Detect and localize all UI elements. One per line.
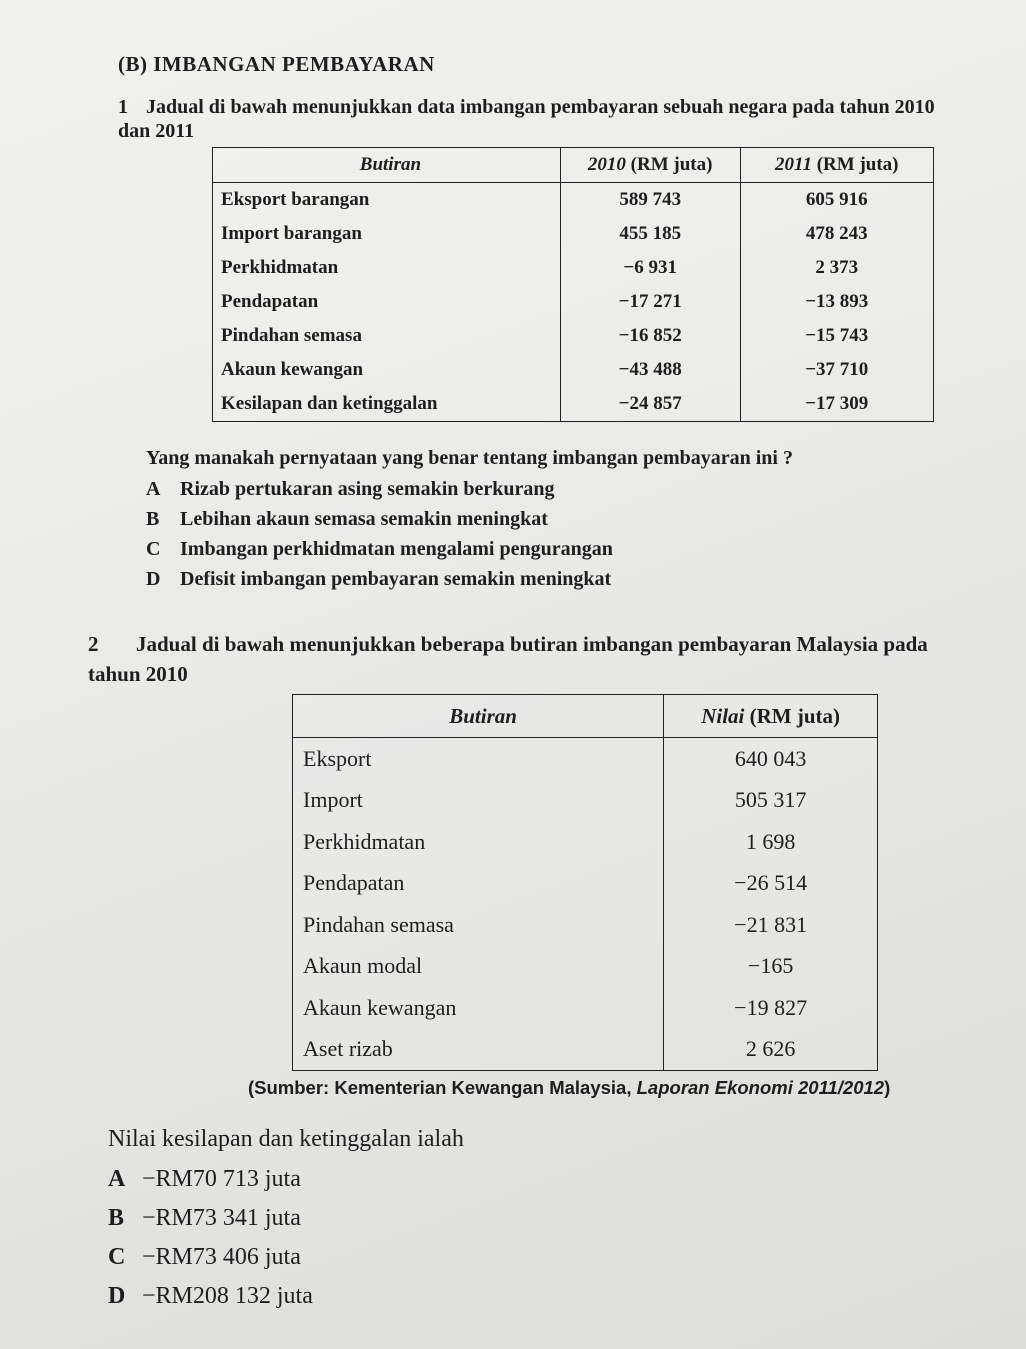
- q1-table: [212, 147, 934, 422]
- q2-table-header: [293, 695, 878, 738]
- table-row: Pindahan semasa −16 852 −15 743: [213, 319, 934, 353]
- table-row: Eksport barangan 589 743 605 916: [213, 183, 934, 218]
- q2-source: (Sumber: Kementerian Kewangan Malaysia, Laporan Ekonomi 2011/2012): [248, 1077, 891, 1098]
- table-row: Kesilapan dan ketinggalan −24 857 −17 309: [213, 387, 934, 422]
- table-row: Eksport 640 043: [293, 738, 878, 780]
- table-row: Import 505 317: [293, 780, 878, 822]
- q1-header-2011: 2011 (RM juta): [740, 148, 933, 183]
- table-row: Akaun modal −165: [293, 946, 878, 988]
- table-row: Import barangan 455 185 478 243: [213, 217, 934, 251]
- q2-header-nilai: Nilai (RM juta): [664, 695, 878, 738]
- table-row: Aset rizab 2 626: [293, 1029, 878, 1071]
- q1-header-2010: 2010 (RM juta): [560, 148, 740, 183]
- q1-option-d[interactable]: D Defisit imbangan pembayaran semakin meningkat: [146, 568, 612, 590]
- q2-stem-line1: [88, 632, 928, 657]
- q1-stem-line1: [118, 96, 935, 119]
- q2-option-c[interactable]: C −RM73 406 juta: [108, 1244, 301, 1270]
- q2-header-butiran: Butiran: [293, 695, 664, 738]
- table-row: Perkhidmatan 1 698: [293, 821, 878, 863]
- table-row: Akaun kewangan −19 827: [293, 987, 878, 1029]
- table-row: Akaun kewangan −43 488 −37 710: [213, 353, 934, 387]
- q2-option-d[interactable]: D −RM208 132 juta: [108, 1283, 313, 1309]
- q1-header-butiran: Butiran: [213, 148, 561, 183]
- table-row: Pendapatan −26 514: [293, 863, 878, 905]
- q1-number: 1: [118, 96, 128, 118]
- section-title: (B) IMBANGAN PEMBAYARAN: [118, 52, 435, 76]
- q1-option-c[interactable]: C Imbangan perkhidmatan mengalami pengurangan: [146, 538, 613, 560]
- q2-option-b[interactable]: B −RM73 341 juta: [108, 1205, 301, 1231]
- q2-stem-text: Jadual di bawah menunjukkan beberapa butiran imbangan pembayaran Malaysia pada: [136, 632, 928, 656]
- q2-option-a[interactable]: A −RM70 713 juta: [108, 1166, 301, 1192]
- table-row: Pindahan semasa −21 831: [293, 904, 878, 946]
- q2-number: 2: [88, 632, 99, 656]
- table-row: Pendapatan −17 271 −13 893: [213, 285, 934, 319]
- q2-table: [292, 694, 878, 1071]
- q2-stem-line2: tahun 2010: [88, 662, 188, 686]
- q1-option-b[interactable]: B Lebihan akaun semasa semakin meningkat: [146, 508, 548, 530]
- table-row: Perkhidmatan −6 931 2 373: [213, 251, 934, 285]
- q1-question: Yang manakah pernyataan yang benar tentang imbangan pembayaran ini ?: [146, 447, 793, 469]
- bleed-through-text: [600, 20, 604, 38]
- q1-stem-line2: dan 2011: [118, 120, 195, 142]
- q1-option-a[interactable]: A Rizab pertukaran asing semakin berkurang: [146, 478, 555, 500]
- q1-table-header: [213, 148, 934, 183]
- q1-stem-text: Jadual di bawah menunjukkan data imbangan pembayaran sebuah negara pada tahun 2010: [146, 96, 935, 118]
- q2-question: Nilai kesilapan dan ketinggalan ialah: [108, 1126, 464, 1152]
